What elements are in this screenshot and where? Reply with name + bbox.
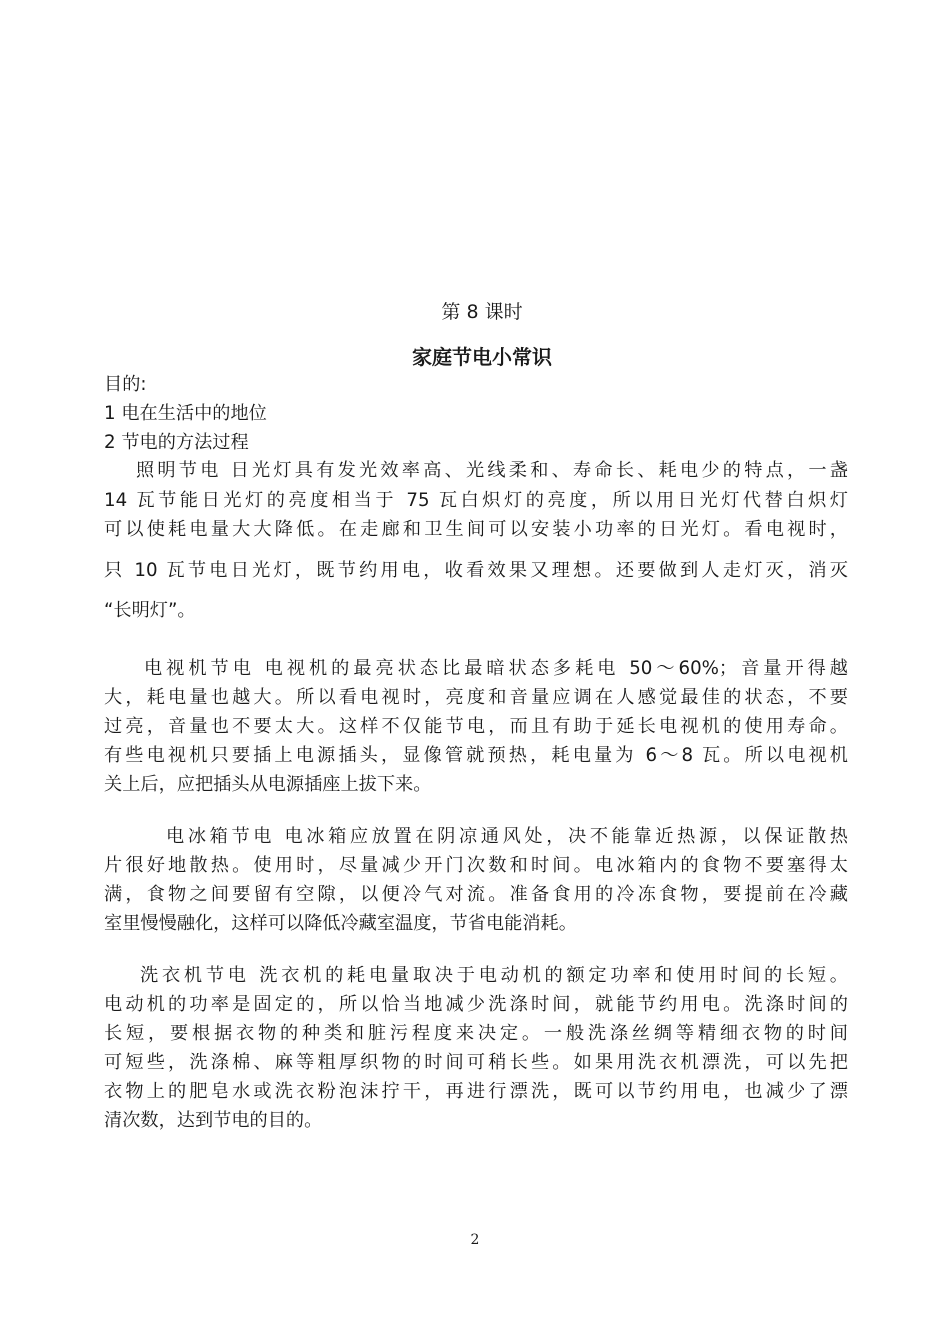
paragraph-line: 衣物上的肥皂水或洗衣粉泡沫拧干，再进行漂洗，既可以节约用电，也减少了漂 — [104, 1081, 848, 1102]
paragraph-line: 过亮，音量也不要太大。这样不仅能节电，而且有助于延长电视机的使用寿命。 — [104, 716, 848, 737]
paragraph-line: 大，耗电量也越大。所以看电视时，亮度和音量应调在人感觉最佳的状态，不要 — [104, 687, 848, 708]
purpose-section — [104, 370, 848, 457]
paragraph-line: 有些电视机只要插上电源插头，显像管就预热，耗电量为 6～8 瓦。所以电视机 — [104, 745, 848, 766]
paragraph-line: 关上后，应把插头从电源插座上拔下来。 — [104, 774, 432, 795]
page-number: 2 — [470, 1232, 480, 1248]
paragraph-line: 电视机节电 电视机的最亮状态比最暗状态多耗电 50～60%；音量开得越 — [144, 658, 848, 679]
purpose-item: 1 电在生活中的地位 — [104, 403, 267, 424]
paragraph-line: 清次数，达到节电的目的。 — [104, 1110, 323, 1131]
purpose-label: 目的: — [104, 374, 147, 395]
paragraph-line: 满，食物之间要留有空隙，以便冷气对流。准备食用的冷冻食物，要提前在冷藏 — [104, 884, 848, 905]
paragraph-line: “长明灯”。 — [104, 600, 196, 621]
lesson-heading: 第 8 课时 — [441, 301, 523, 323]
paragraph-line: 照明节电 日光灯具有发光效率高、光线柔和、寿命长、耗电少的特点，一盏 — [136, 460, 848, 481]
paragraph-line: 14 瓦节能日光灯的亮度相当于 75 瓦白炽灯的亮度，所以用日光灯代替白炽灯 — [104, 490, 848, 511]
paragraph-line: 长短，要根据衣物的种类和脏污程度来决定。一般洗涤丝绸等精细衣物的时间 — [104, 1023, 848, 1044]
paragraph-line: 电冰箱节电 电冰箱应放置在阴凉通风处，决不能靠近热源，以保证散热 — [166, 826, 848, 847]
purpose-item: 2 节电的方法过程 — [104, 432, 249, 453]
paragraph-line: 可以使耗电量大大降低。在走廊和卫生间可以安装小功率的日光灯。看电视时， — [104, 519, 848, 540]
paragraph-line: 片很好地散热。使用时，尽量减少开门次数和时间。电冰箱内的食物不要塞得太 — [104, 855, 848, 876]
paragraph-line: 室里慢慢融化，这样可以降低冷藏室温度，节省电能消耗。 — [104, 913, 577, 934]
page-title: 家庭节电小常识 — [412, 345, 552, 369]
paragraph-line: 可短些，洗涤棉、麻等粗厚织物的时间可稍长些。如果用洗衣机漂洗，可以先把 — [104, 1052, 848, 1073]
paragraph-line: 只 10 瓦节电日光灯，既节约用电，收看效果又理想。还要做到人走灯灭，消灭 — [104, 560, 848, 581]
paragraph-line: 电动机的功率是固定的，所以恰当地减少洗涤时间，就能节约用电。洗涤时间的 — [104, 994, 848, 1015]
paragraph-line: 洗衣机节电 洗衣机的耗电量取决于电动机的额定功率和使用时间的长短。 — [140, 965, 848, 986]
